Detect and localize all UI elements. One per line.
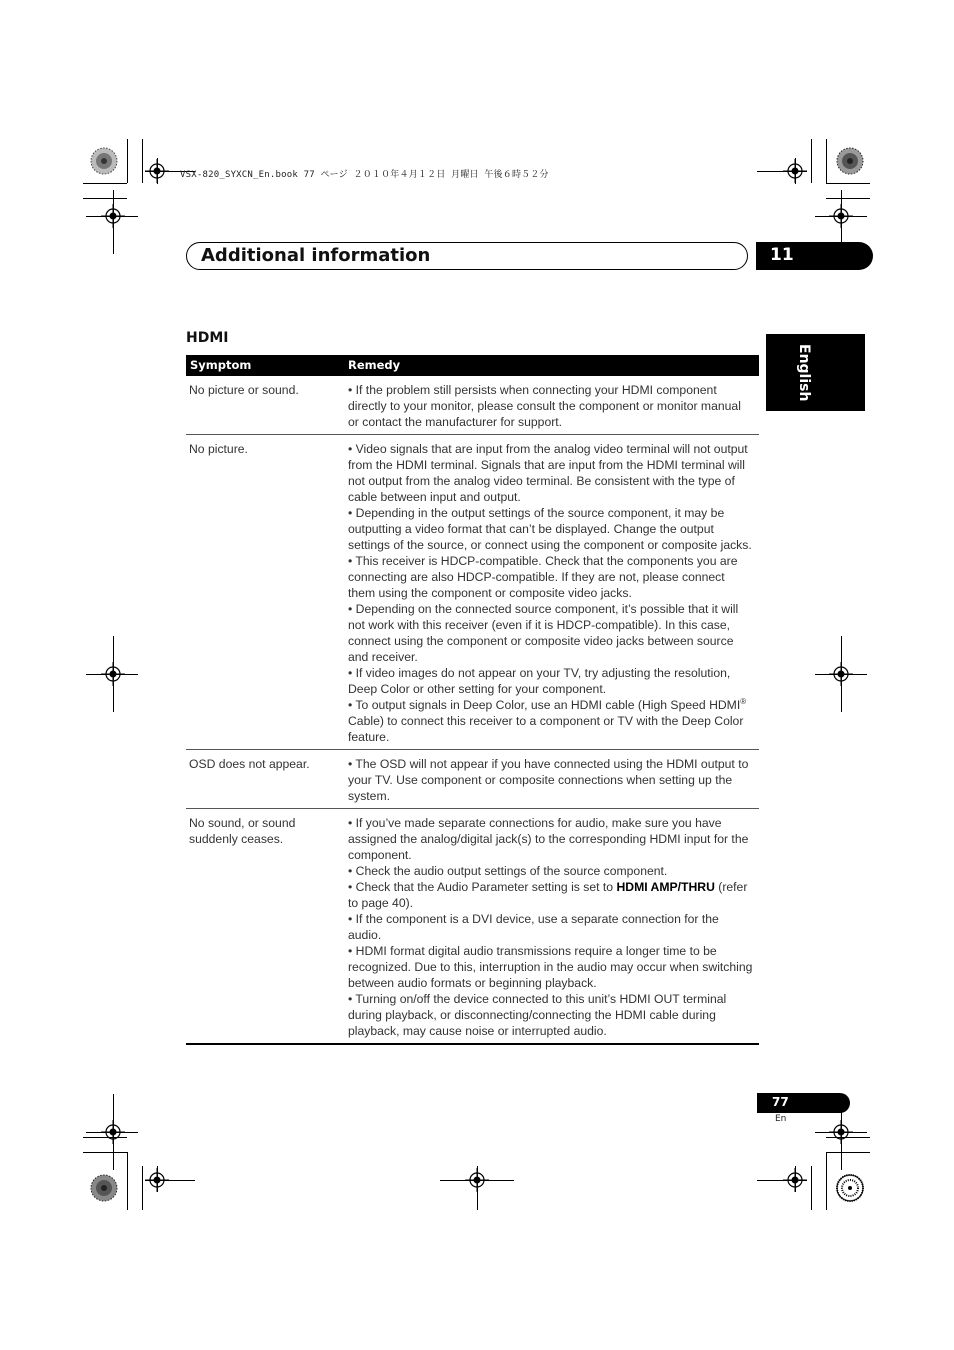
- setting-name: HDMI AMP/THRU: [616, 880, 715, 894]
- table-row: [186, 435, 759, 750]
- table-header: [186, 355, 759, 376]
- symptom-cell: No sound, or sound suddenly ceases.: [189, 816, 296, 846]
- remedy-cell: [348, 809, 759, 1043]
- symptom-cell: No picture.: [189, 442, 248, 456]
- registration-mark-icon: [829, 1120, 853, 1144]
- table-row: [186, 376, 759, 435]
- remedy-item: • Video signals that are input from the analog video terminal will not output from the HDMI terminal. Signals that are input from the HDMI terminal will not output from the analog video terminal. Be consistent with the type of cable between input and output.: [348, 442, 748, 504]
- remedy-item: • If the problem still persists when connecting your HDMI component directly to your monitor, please consult the component or monitor manual or contact the manufacturer for support.: [348, 383, 741, 429]
- remedy-item: [348, 879, 753, 911]
- remedy-item: • This receiver is HDCP-compatible. Check that the components you are connecting are also HDCP-compatible. If they are not, please connect them using the component or composite video jacks.: [348, 554, 738, 600]
- remedy-item: • Depending in the output settings of the source component, it may be outputting a video format that can’t be displayed. Change the output settings of the source, or connect using the component or composite jacks.: [348, 506, 752, 552]
- print-target-icon: [836, 1174, 864, 1202]
- remedy-cell: [348, 435, 759, 749]
- remedy-text: • Check that the Audio Parameter setting is set to: [348, 880, 617, 894]
- remedy-item: • Depending on the connected source component, it’s possible that it will not work with this receiver (even if it is HDCP-compatible). In this case, connect using the component or composite video jacks between source and receiver.: [348, 602, 739, 664]
- registration-mark-icon: [783, 1168, 807, 1192]
- remedy-item: [348, 697, 753, 745]
- column-header-remedy: Remedy: [348, 358, 401, 372]
- print-target-icon: [836, 147, 864, 175]
- registration-mark-icon: [101, 662, 125, 686]
- registration-mark-icon: [145, 159, 169, 183]
- column-header-symptom: Symptom: [190, 358, 252, 372]
- remedy-item: • If video images do not appear on your TV, try adjusting the resolution, Deep Color or other setting for your component.: [348, 666, 731, 696]
- page-number: 77: [772, 1095, 789, 1109]
- registration-mark-icon: [465, 1168, 489, 1192]
- registration-mark-icon: [101, 204, 125, 228]
- remedy-item: • Turning on/off the device connected to this unit’s HDMI OUT terminal during playback, or disconnecting/connecting the HDMI cable during playback, may cause noise or interrupted audio.: [348, 992, 727, 1038]
- registration-mark-icon: [783, 159, 807, 183]
- remedy-item: • If you’ve made separate connections for audio, make sure you have assigned the analog/digital jack(s) to the corresponding HDMI input for the component.: [348, 816, 749, 862]
- registration-mark-icon: [101, 1120, 125, 1144]
- troubleshooting-table: [186, 355, 759, 1045]
- remedy-item: • Check the audio output settings of the source component.: [348, 864, 668, 878]
- section-title: HDMI: [186, 330, 229, 346]
- page-language: En: [775, 1114, 787, 1124]
- chapter-header: [186, 242, 748, 270]
- remedy-text: (refer to page 40).: [348, 880, 748, 910]
- symptom-cell: OSD does not appear.: [189, 757, 310, 771]
- print-info: VSX-820_SYXCN_En.book 77 ページ ２０１０年４月１２日 月曜日 午後６時５２分: [180, 170, 549, 180]
- remedy-item: • If the component is a DVI device, use a separate connection for the audio.: [348, 912, 719, 942]
- remedy-cell: [348, 376, 759, 434]
- registration-mark-icon: [829, 204, 853, 228]
- page-title: Additional information: [201, 245, 431, 266]
- chapter-number: 11: [770, 245, 794, 265]
- registration-mark-icon: [145, 1168, 169, 1192]
- remedy-item: • HDMI format digital audio transmissions require a longer time to be recognized. Due to this, interruption in the audio may occur when switching between audio formats or beginning playback.: [348, 944, 753, 990]
- remedy-item: • The OSD will not appear if you have connected using the HDMI output to your TV. Use component or composite connections when setting up the system.: [348, 757, 749, 803]
- remedy-text: • To output signals in Deep Color, use an HDMI cable (High Speed HDMI: [348, 698, 741, 712]
- print-target-icon: [90, 147, 118, 175]
- table-row: [186, 750, 759, 809]
- language-tab: [766, 334, 865, 411]
- table-row: [186, 809, 759, 1045]
- registered-mark: ®: [740, 696, 747, 706]
- chapter-tab: [756, 242, 873, 270]
- remedy-text: Cable) to connect this receiver to a component or TV with the Deep Color feature.: [348, 714, 744, 744]
- registration-mark-icon: [829, 662, 853, 686]
- print-target-icon: [90, 1174, 118, 1202]
- symptom-cell: No picture or sound.: [189, 383, 299, 397]
- language-label: English: [796, 344, 812, 402]
- page-number-tab: [757, 1093, 850, 1113]
- remedy-cell: [348, 750, 759, 808]
